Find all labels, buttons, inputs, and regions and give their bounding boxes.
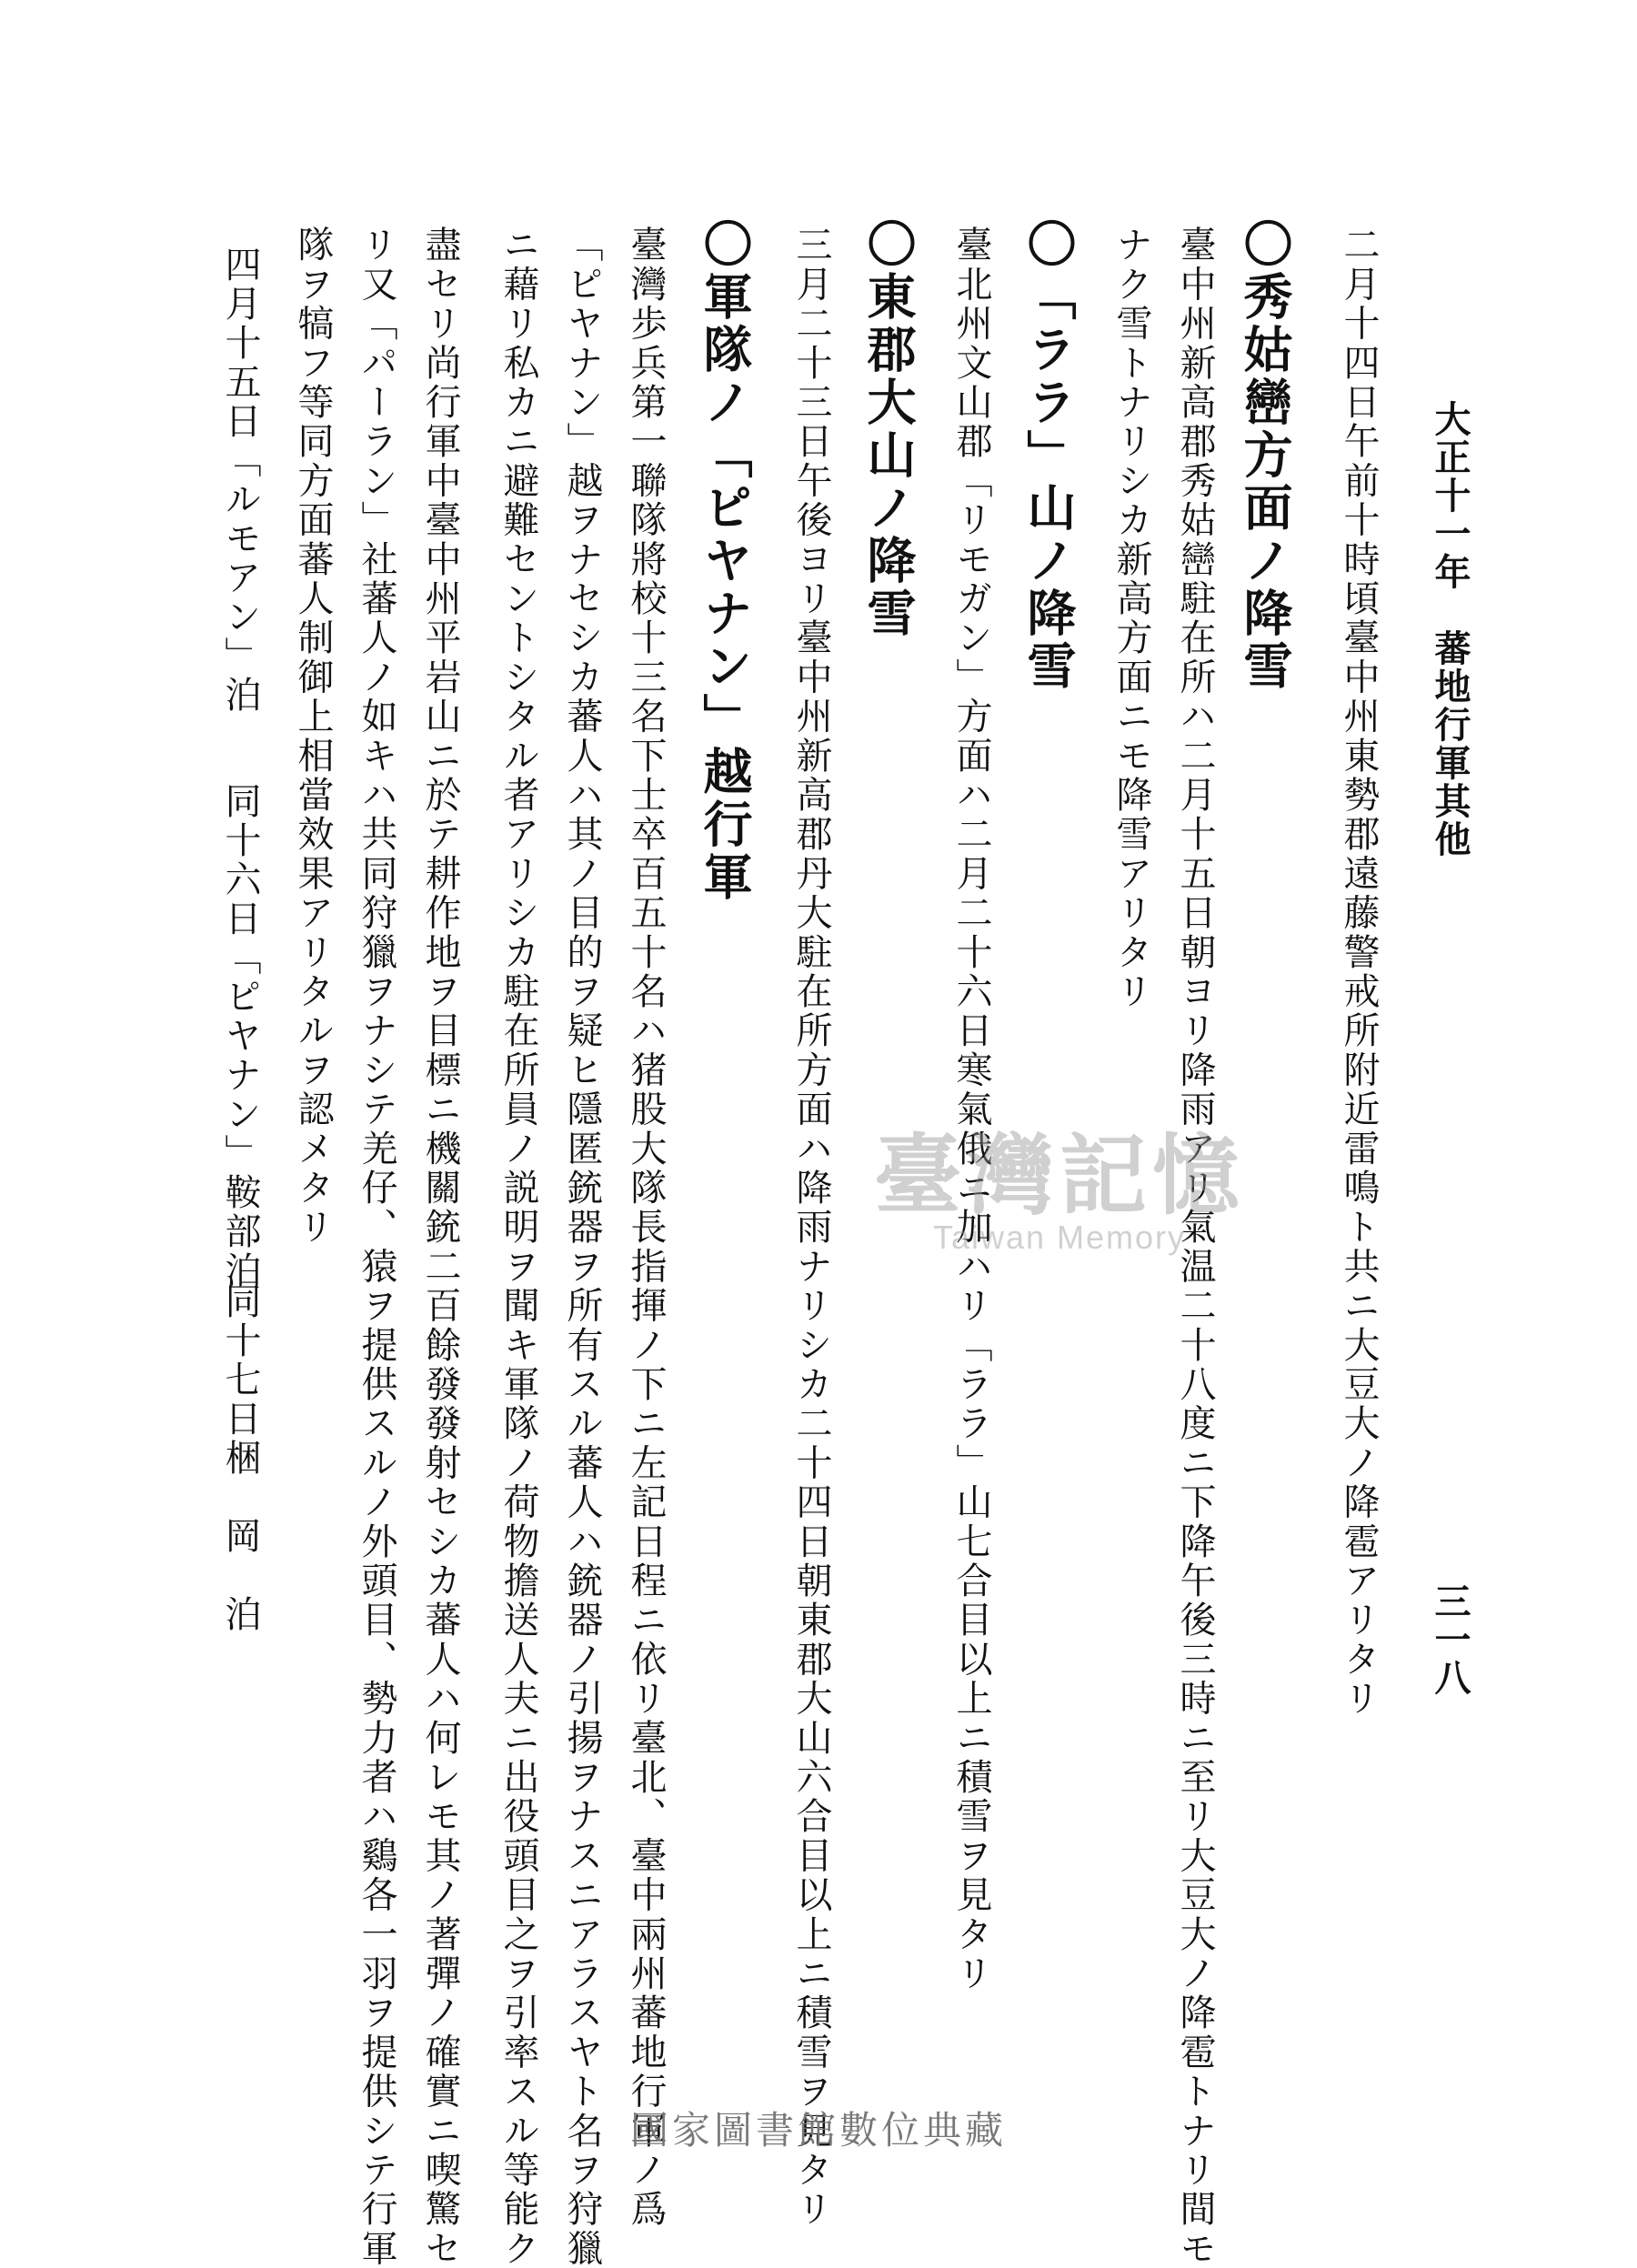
text-column-8: 三月二十三日午後ヨリ臺中州新高郡丹大駐在所方面ハ降雨ナリシカ二十四日朝東郡大山六合目以上ニ積雪ヲ見タリ	[790, 226, 832, 2230]
text-column-14: リ又「パーラン」社蕃人ノ如キハ共同狩獵ヲナシテ羌仔、猿ヲ提供スルノ外頭目、勢力者ハ鷄各一羽ヲ提供シテ行軍	[356, 226, 397, 2268]
watermark-logo	[823, 1124, 1296, 1273]
itinerary-day-2: 同十六日「ピヤナン」鞍部泊	[219, 782, 261, 1290]
text-column-6: 臺北州文山郡「リモガン」方面ハ二月二十六日寒氣俄ニ加ハリ「ララ」山七合目以上ニ積雪ヲ見タリ	[950, 226, 992, 1993]
text-column-3: 臺中州新高郡秀姑巒駐在所ハ二月十五日朝ヨリ降雨アリ氣温二十八度ニ下降午後三時ニ至リ大豆大ノ降雹トナリ間モ	[1174, 226, 1216, 2268]
section-heading-rara-snow: 〇「ララ」山ノ降雪	[1019, 218, 1078, 693]
text-column-11: 「ピヤナン」越ヲナセシカ蕃人ハ其ノ目的ヲ疑ヒ隱匿銃器ヲ所有スル蕃人ハ銃器ノ引揚ヲナスニアラスヤト名ヲ狩獵	[561, 226, 603, 2268]
itinerary-day-3: 同十七日梱 岡 泊	[219, 1282, 261, 1634]
text-column-4: ナク雪トナリシカ新高方面ニモ降雪アリタリ	[1110, 226, 1152, 1011]
text-column-1: 二月十四日午前十時頃臺中州東勢郡遠藤警戒所附近雷鳴ト共ニ大豆大ノ降雹アリタリ	[1338, 226, 1380, 1719]
section-heading-shukoran-snow: 〇秀姑巒方面ノ降雪	[1236, 218, 1294, 693]
section-heading-toguntaizan-snow: 〇東郡大山ノ降雪	[859, 218, 918, 640]
text-column-10: 臺灣歩兵第一聯隊將校十三名下士卒百五十名ハ猪股大隊長指揮ノ下ニ左記日程ニ依リ臺北、臺中兩州蕃地行軍ノ爲	[625, 226, 667, 2230]
text-column-12: ニ藉リ私カニ避難セントシタル者アリシカ駐在所員ノ説明ヲ聞キ軍隊ノ荷物擔送人夫ニ出役頭目之ヲ引率スル等能ク	[497, 226, 539, 2268]
footer-collection-label: 國家圖書館數位典藏	[629, 2108, 1007, 2153]
text-column-13: 盡セリ尚行軍中臺中州平岩山ニ於テ耕作地ヲ目標ニ機關銃二百餘發發射セシカ蕃人ハ何レモ其ノ著彈ノ確實ニ喫驚セ	[419, 226, 461, 2268]
itinerary-day-1: 四月十五日「ルモアン」泊	[219, 246, 261, 715]
watermark-english-text: Taiwan Memory	[932, 1218, 1187, 1256]
text-column-15: 隊ヲ犒フ等同方面蕃人制御上相當效果アリタルヲ認メタリ	[292, 226, 334, 1248]
page-number: 三一八	[1429, 1582, 1471, 1697]
running-title: 大正十一年 蕃地行軍其他	[1429, 400, 1471, 858]
section-heading-army-march: 〇軍隊ノ「ピヤナン」越行軍	[696, 218, 754, 904]
watermark-chinese-text: 臺灣記憶	[874, 1124, 1245, 1227]
